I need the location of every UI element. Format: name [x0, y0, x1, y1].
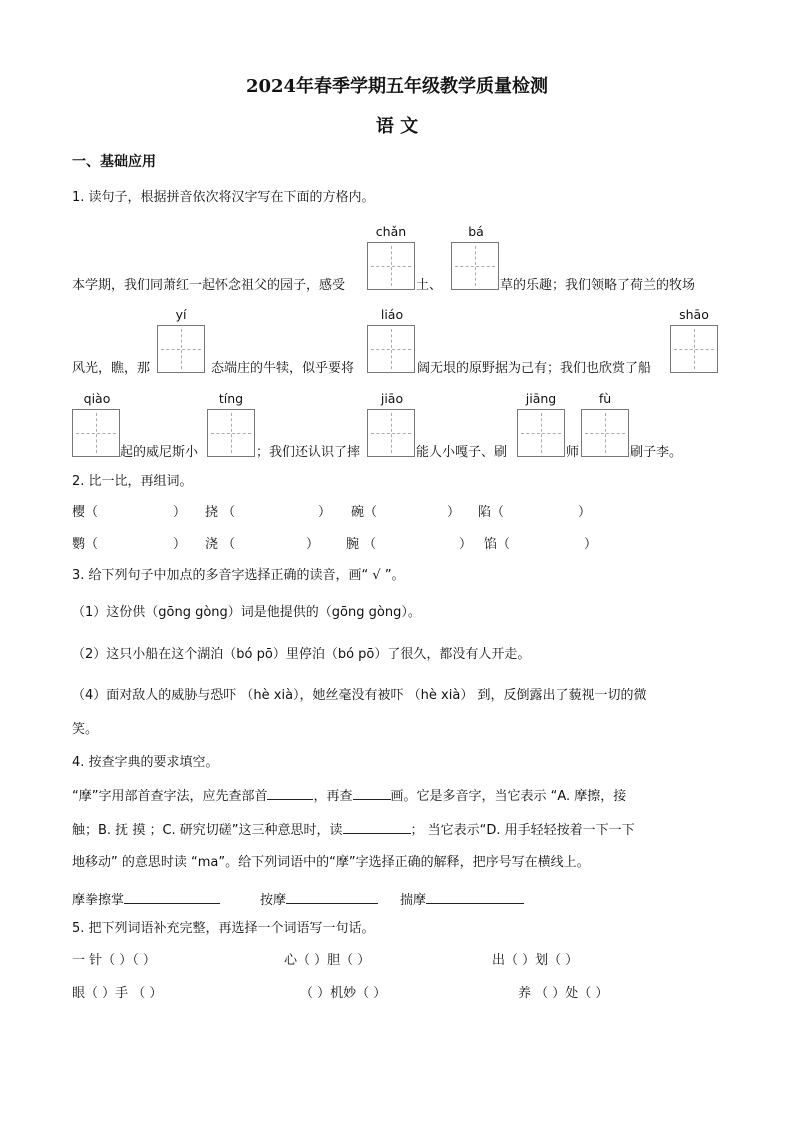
pinyin-label: liáo	[380, 307, 404, 322]
q1-line2-b: 态端庄的牛犊，似乎要将	[211, 361, 355, 376]
answer-blank[interactable]	[343, 820, 411, 834]
char-box[interactable]	[581, 409, 629, 457]
pinyin-label: chǎn	[375, 224, 407, 239]
q2-item: 碗（	[351, 505, 378, 520]
q4-text: ； 当它表示“D. 用手轻轻按着一下一下	[410, 823, 635, 838]
char-box[interactable]	[157, 325, 205, 373]
q2-item: 浇 （	[205, 537, 236, 552]
q5-idiom: （ ）机妙（ ）	[300, 986, 387, 1001]
answer-blank[interactable]	[286, 890, 378, 904]
q3-sentence: （2）这只小船在这个湖泊（bó pō）里停泊（bó pō）了很久，都没有人开走。	[72, 647, 531, 662]
q1-line3-b: ；我们还认识了摔	[256, 445, 361, 460]
q4-word	[72, 890, 220, 909]
pinyin-label: jiāng	[525, 391, 557, 406]
q2-item: 挠 （	[205, 505, 236, 520]
q4-text: 触；B. 抚 摸 ；C. 研究切磋”这三种意思时，读	[72, 823, 343, 838]
q4-line3: 地移动” 的意思时读 “ma”。给下列词语中的“摩”字选择正确的解释，把序号写在横线上。	[72, 855, 590, 870]
q1-line3-c: 能人小嘎子、刷	[416, 445, 508, 460]
q4-text: “摩”字用部首查字法，应先查部首	[72, 789, 268, 804]
q1-line1-a: 本学期，我们同萧红一起怀念祖父的园子，感受	[72, 278, 346, 293]
q4-word-label: 按摩	[260, 893, 287, 908]
pinyin-label: yí	[175, 307, 187, 322]
q3-sentence: 笑。	[72, 722, 99, 737]
q4-line2	[72, 820, 635, 839]
q4-line1	[72, 786, 626, 805]
q3-sentence: （4）面对敌人的威胁与恐吓 （hè xià），她丝毫没有被吓 （hè xià） 到，反倒露出了藐视一切的微	[72, 688, 647, 703]
q2-item: 腕 （	[346, 537, 377, 552]
char-box[interactable]	[207, 409, 255, 457]
q1-line3-e: 刷子李。	[630, 445, 683, 460]
q2-item: ）	[173, 505, 187, 520]
pinyin-label: shāo	[679, 307, 709, 322]
q3-prompt: 3. 给下列句子中加点的多音字选择正确的读音，画“ √ ”。	[72, 568, 405, 583]
q4-word-label: 揣摩	[400, 893, 427, 908]
q2-item: ）	[584, 537, 598, 552]
char-box[interactable]	[517, 409, 565, 457]
q4-word-label: 摩拳擦掌	[72, 893, 125, 908]
q5-idiom: 眼（ ）手 （ ）	[72, 986, 163, 1001]
char-box[interactable]	[72, 409, 120, 457]
q2-item: ）	[318, 505, 332, 520]
q5-idiom: 养 （ ）处（ ）	[518, 986, 609, 1001]
q1-line2-a: 风光，瞧，那	[72, 361, 151, 376]
q2-item: ）	[459, 537, 473, 552]
pinyin-label: tíng	[218, 391, 244, 406]
pinyin-label: jiāo	[380, 391, 404, 406]
pinyin-label: fù	[598, 391, 612, 406]
q2-item: ）	[306, 537, 320, 552]
answer-blank[interactable]	[267, 786, 313, 800]
subject-title: 语 文	[375, 116, 419, 137]
q1-line1-c: 草的乐趣；我们领略了荷兰的牧场	[500, 278, 696, 293]
q5-idiom: 出（ ）划（ ）	[492, 953, 579, 968]
char-box[interactable]	[367, 325, 415, 373]
q1-line2-c: 阔无垠的原野据为己有；我们也欣赏了船	[417, 361, 652, 376]
char-box[interactable]	[670, 325, 718, 373]
q1-line3-d: 师	[566, 445, 580, 460]
pinyin-label: bá	[468, 224, 484, 239]
q5-idiom: 心（ ）胆（ ）	[284, 953, 371, 968]
char-box[interactable]	[451, 242, 499, 290]
answer-blank[interactable]	[353, 786, 391, 800]
q2-item: 樱（	[72, 505, 99, 520]
q2-item: ）	[447, 505, 461, 520]
q1-prompt: 1. 读句子，根据拼音依次将汉字写在下面的方格内。	[72, 190, 375, 205]
q4-prompt: 4. 按查字典的要求填空。	[72, 755, 219, 770]
q1-line1-b: 土、	[416, 278, 443, 293]
char-box[interactable]	[367, 242, 415, 290]
q4-word	[260, 890, 378, 909]
q4-word	[400, 890, 524, 909]
char-box[interactable]	[367, 409, 415, 457]
q3-sentence: （1）这份供（gōng gòng）词是他提供的（gōng gòng）。	[72, 605, 421, 620]
pinyin-label: qiào	[83, 391, 111, 406]
q5-prompt: 5. 把下列词语补充完整，再选择一个词语写一句话。	[72, 921, 375, 936]
exam-title: 2024年春季学期五年级教学质量检测	[245, 76, 549, 97]
q4-text: ，再查	[313, 789, 353, 804]
q2-prompt: 2. 比一比，再组词。	[72, 474, 193, 489]
q4-text: 画。它是多音字，当它表示 “A. 摩擦，接	[390, 789, 627, 804]
q1-line3-a: 起的威尼斯小	[120, 445, 199, 460]
answer-blank[interactable]	[124, 890, 220, 904]
q2-item: 鹦（	[72, 537, 99, 552]
q2-item: ）	[173, 537, 187, 552]
section-heading: 一、基础应用	[72, 154, 156, 170]
q5-idiom: 一 针（ ）（ ）	[72, 953, 156, 968]
q2-item: 馅（	[484, 537, 511, 552]
answer-blank[interactable]	[426, 890, 524, 904]
q2-item: 陷（	[478, 505, 505, 520]
q2-item: ）	[578, 505, 592, 520]
